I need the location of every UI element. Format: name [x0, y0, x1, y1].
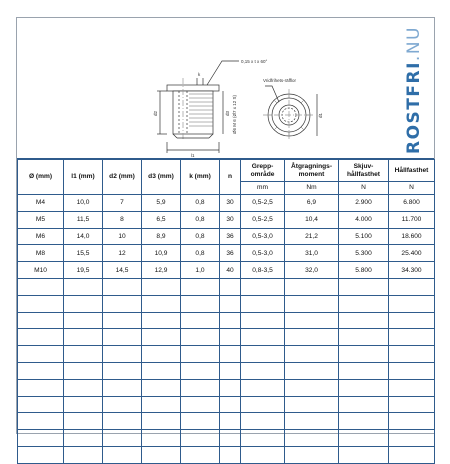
table-cell: 14,5	[103, 262, 142, 279]
table-cell: 12	[103, 245, 142, 262]
empty-table-cell	[285, 396, 339, 413]
empty-table-cell	[181, 346, 220, 363]
table-cell: M8	[18, 245, 64, 262]
column-unit: N	[389, 182, 435, 195]
table-cell: 8	[103, 211, 142, 228]
empty-table-cell	[389, 329, 435, 346]
table-cell: M6	[18, 228, 64, 245]
empty-table-cell	[241, 329, 285, 346]
table-cell: 6,9	[285, 195, 339, 212]
table-cell: 6,5	[142, 211, 181, 228]
table-cell: 0,8	[181, 228, 220, 245]
empty-table-cell	[64, 295, 103, 312]
table-cell: 5.800	[339, 262, 389, 279]
empty-table-cell	[18, 430, 64, 447]
table-cell: 10,9	[142, 245, 181, 262]
empty-table-cell	[103, 446, 142, 463]
empty-table-cell	[339, 362, 389, 379]
technical-drawing	[17, 18, 434, 159]
dim-d3-label: d3	[225, 110, 230, 116]
empty-table-row	[18, 413, 435, 430]
empty-table-cell	[220, 430, 241, 447]
table-cell: 0,8	[181, 195, 220, 212]
empty-table-cell	[181, 446, 220, 463]
empty-table-cell	[18, 346, 64, 363]
empty-table-cell	[142, 278, 181, 295]
column-header: n	[220, 160, 241, 195]
table-cell: 15,5	[64, 245, 103, 262]
empty-table-cell	[389, 396, 435, 413]
empty-table-cell	[142, 413, 181, 430]
empty-table-cell	[142, 346, 181, 363]
table-cell: M10	[18, 262, 64, 279]
table-cell: 14,0	[64, 228, 103, 245]
empty-table-cell	[339, 312, 389, 329]
table-cell: 11.700	[389, 211, 435, 228]
empty-table-cell	[181, 278, 220, 295]
empty-table-cell	[64, 430, 103, 447]
table-cell: 12,9	[142, 262, 181, 279]
thread-detail-label: Ø6 M 6 (Ø7 x 12 S)	[232, 94, 237, 134]
table-cell: 36	[220, 228, 241, 245]
empty-table-cell	[389, 413, 435, 430]
empty-table-cell	[142, 312, 181, 329]
empty-table-cell	[64, 413, 103, 430]
empty-table-cell	[142, 329, 181, 346]
table-row	[18, 211, 435, 228]
table-cell: 0,5-2,5	[241, 195, 285, 212]
empty-table-cell	[285, 295, 339, 312]
empty-table-cell	[181, 362, 220, 379]
empty-table-cell	[285, 329, 339, 346]
rivet-nut-drawing	[17, 18, 434, 158]
table-cell: 6.800	[389, 195, 435, 212]
empty-table-cell	[64, 379, 103, 396]
chamfer-note-label: 0,15 x t x 60°	[241, 59, 268, 64]
table-row	[18, 195, 435, 212]
table-cell: 4.000	[339, 211, 389, 228]
table-cell: 10	[103, 228, 142, 245]
empty-table-cell	[285, 312, 339, 329]
table-cell: 30	[220, 211, 241, 228]
table-cell: 32,0	[285, 262, 339, 279]
table-row	[18, 262, 435, 279]
empty-table-cell	[142, 362, 181, 379]
empty-table-cell	[285, 430, 339, 447]
empty-table-cell	[142, 396, 181, 413]
empty-table-cell	[389, 446, 435, 463]
table-cell: 0,8	[181, 211, 220, 228]
table-cell: 40	[220, 262, 241, 279]
empty-table-cell	[285, 362, 339, 379]
table-cell: 5.300	[339, 245, 389, 262]
column-unit: N	[339, 182, 389, 195]
table-row	[18, 228, 435, 245]
column-header: d2 (mm)	[103, 160, 142, 195]
table-cell: M4	[18, 195, 64, 212]
empty-table-cell	[103, 312, 142, 329]
table-cell: 0,5-2,5	[241, 211, 285, 228]
empty-table-cell	[103, 413, 142, 430]
specifications-table	[17, 159, 435, 464]
table-body	[18, 195, 435, 464]
empty-table-cell	[181, 396, 220, 413]
empty-table-cell	[389, 362, 435, 379]
brand-logo	[400, 28, 428, 152]
table-cell: 1,0	[181, 262, 220, 279]
empty-table-cell	[389, 346, 435, 363]
empty-table-cell	[181, 312, 220, 329]
empty-table-cell	[389, 295, 435, 312]
empty-table-cell	[181, 295, 220, 312]
empty-table-cell	[18, 295, 64, 312]
brand-tld: .NU	[404, 26, 424, 62]
empty-table-cell	[142, 379, 181, 396]
empty-table-cell	[339, 430, 389, 447]
empty-table-cell	[241, 346, 285, 363]
table-header-row	[18, 160, 435, 182]
empty-table-cell	[339, 346, 389, 363]
empty-table-row	[18, 346, 435, 363]
empty-table-row	[18, 312, 435, 329]
empty-table-row	[18, 396, 435, 413]
empty-table-cell	[339, 278, 389, 295]
empty-table-cell	[18, 396, 64, 413]
empty-table-cell	[103, 329, 142, 346]
table-cell: 10,0	[64, 195, 103, 212]
dim-d1-label: d1	[318, 112, 323, 118]
empty-table-cell	[285, 413, 339, 430]
empty-table-cell	[64, 446, 103, 463]
empty-table-cell	[64, 329, 103, 346]
empty-table-cell	[285, 379, 339, 396]
dim-k-label: k	[198, 72, 201, 77]
empty-table-cell	[220, 413, 241, 430]
table-cell: 5.100	[339, 228, 389, 245]
product-sheet	[16, 17, 435, 434]
column-header: d3 (mm)	[142, 160, 181, 195]
table-cell: 34.300	[389, 262, 435, 279]
table-cell: 8,9	[142, 228, 181, 245]
column-header: Hållfasthet	[389, 160, 435, 182]
empty-table-cell	[64, 346, 103, 363]
table-cell: M5	[18, 211, 64, 228]
table-cell: 0,5-3,0	[241, 228, 285, 245]
knurl-note-label: Vridfrihets-räfflor	[263, 78, 297, 83]
empty-table-cell	[241, 295, 285, 312]
empty-table-cell	[181, 379, 220, 396]
empty-table-cell	[64, 396, 103, 413]
empty-table-cell	[64, 362, 103, 379]
table-cell: 19,5	[64, 262, 103, 279]
empty-table-cell	[241, 413, 285, 430]
empty-table-cell	[18, 362, 64, 379]
empty-table-cell	[18, 329, 64, 346]
table-cell: 5,9	[142, 195, 181, 212]
empty-table-row	[18, 446, 435, 463]
empty-table-cell	[220, 312, 241, 329]
empty-table-cell	[241, 379, 285, 396]
empty-table-cell	[220, 329, 241, 346]
empty-table-cell	[241, 396, 285, 413]
empty-table-cell	[220, 346, 241, 363]
empty-table-cell	[18, 413, 64, 430]
empty-table-cell	[103, 362, 142, 379]
column-header: Ø (mm)	[18, 160, 64, 195]
empty-table-cell	[220, 295, 241, 312]
empty-table-cell	[220, 278, 241, 295]
table-cell: 0,8-3,5	[241, 262, 285, 279]
empty-table-cell	[339, 295, 389, 312]
dim-d2-label: d2	[153, 110, 158, 116]
column-header: l1 (mm)	[64, 160, 103, 195]
table-cell: 0,8	[181, 245, 220, 262]
empty-table-row	[18, 379, 435, 396]
column-header: k (mm)	[181, 160, 220, 195]
empty-table-row	[18, 329, 435, 346]
empty-table-cell	[18, 278, 64, 295]
empty-table-cell	[18, 312, 64, 329]
empty-table-cell	[285, 346, 339, 363]
empty-table-cell	[339, 379, 389, 396]
empty-table-cell	[285, 446, 339, 463]
column-header: Skjuv-hållfasthet	[339, 160, 389, 182]
empty-table-row	[18, 430, 435, 447]
empty-table-cell	[389, 278, 435, 295]
empty-table-cell	[181, 413, 220, 430]
table-cell: 30	[220, 195, 241, 212]
table-cell: 0,5-3,0	[241, 245, 285, 262]
empty-table-cell	[220, 379, 241, 396]
empty-table-cell	[339, 396, 389, 413]
empty-table-cell	[142, 295, 181, 312]
empty-table-cell	[142, 446, 181, 463]
dim-l1-label: l1	[191, 153, 195, 158]
column-header: Åtgragnings-moment	[285, 160, 339, 182]
column-header: Grepp-område	[241, 160, 285, 182]
empty-table-cell	[103, 396, 142, 413]
empty-table-cell	[64, 312, 103, 329]
table-cell: 2.900	[339, 195, 389, 212]
empty-table-cell	[389, 379, 435, 396]
empty-table-cell	[103, 278, 142, 295]
empty-table-cell	[339, 329, 389, 346]
empty-table-cell	[241, 278, 285, 295]
empty-table-cell	[103, 295, 142, 312]
empty-table-cell	[18, 379, 64, 396]
empty-table-row	[18, 295, 435, 312]
empty-table-cell	[241, 312, 285, 329]
empty-table-cell	[220, 362, 241, 379]
table-cell: 31,0	[285, 245, 339, 262]
table-cell: 36	[220, 245, 241, 262]
empty-table-cell	[181, 329, 220, 346]
empty-table-cell	[142, 430, 181, 447]
table-cell: 10,4	[285, 211, 339, 228]
empty-table-cell	[181, 430, 220, 447]
table-cell: 7	[103, 195, 142, 212]
brand-name: ROSTFRI	[404, 61, 424, 154]
empty-table-cell	[241, 446, 285, 463]
empty-table-cell	[389, 312, 435, 329]
empty-table-cell	[339, 413, 389, 430]
empty-table-cell	[241, 362, 285, 379]
empty-table-cell	[103, 379, 142, 396]
column-unit: Nm	[285, 182, 339, 195]
table-cell: 11,5	[64, 211, 103, 228]
empty-table-cell	[241, 430, 285, 447]
empty-table-cell	[220, 446, 241, 463]
empty-table-cell	[389, 430, 435, 447]
empty-table-cell	[339, 446, 389, 463]
table-cell: 18.600	[389, 228, 435, 245]
empty-table-row	[18, 278, 435, 295]
empty-table-cell	[220, 396, 241, 413]
empty-table-row	[18, 362, 435, 379]
empty-table-cell	[18, 446, 64, 463]
table-cell: 25.400	[389, 245, 435, 262]
table-row	[18, 245, 435, 262]
empty-table-cell	[103, 346, 142, 363]
empty-table-cell	[103, 430, 142, 447]
table-cell: 21,2	[285, 228, 339, 245]
empty-table-cell	[285, 278, 339, 295]
empty-table-cell	[64, 278, 103, 295]
column-unit: mm	[241, 182, 285, 195]
